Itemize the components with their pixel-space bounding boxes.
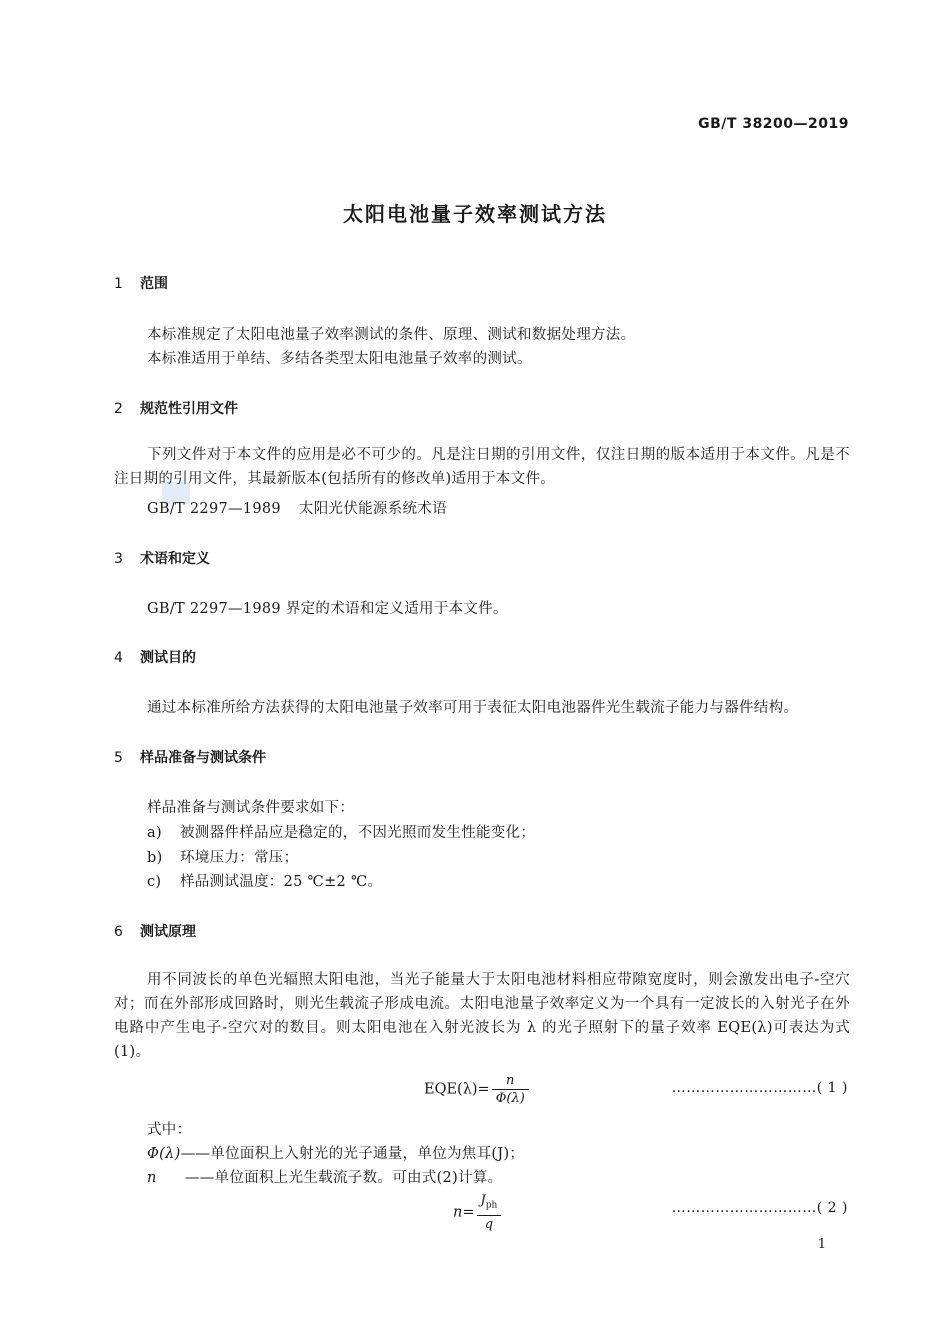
leader-dots: ………………………… xyxy=(671,1200,817,1216)
section-title: 规范性引用文件 xyxy=(140,401,238,417)
list-item xyxy=(147,870,382,891)
equation-label: ( 1 ) xyxy=(816,1080,848,1096)
section-number: 5 xyxy=(114,750,123,766)
section-6-paragraph-1: 用不同波长的单色光辐照太阳电池，当光子能量大于太阳电池材料相应带隙宽度时，则会激发出电子-空穴对；而在外部形成回路时，则光生载流子形成电流。太阳电池量子效率定义为一个具有一定波长的入射光子在外电路中产生电子-空穴对的数目。则太阳电池在入射光波长为 λ 的光子照射下的量子效率 EQE(λ)可表达为式(1)。 xyxy=(114,972,850,1060)
symbol: Φ(λ) xyxy=(147,1146,181,1162)
equation-lhs: n= xyxy=(453,1204,475,1221)
fraction-numerator xyxy=(477,1192,502,1216)
list-text: 样品测试温度：25 ℃±2 ℃。 xyxy=(180,874,383,890)
where-label: 式中： xyxy=(147,1122,192,1138)
section-number: 4 xyxy=(114,650,123,666)
equation-fraction xyxy=(477,1192,502,1233)
section-title: 术语和定义 xyxy=(140,551,210,567)
leader-dots: ………………………… xyxy=(671,1080,817,1096)
reference-code: GB/T 2297—1989 xyxy=(147,501,281,517)
symbol-definition xyxy=(147,1142,524,1163)
section-2-paragraph-1: 下列文件对于本文件的应用是必不可少的。凡是注日期的引用文件，仅注日期的版本适用于本文件。凡是不注日期的引用文件，其最新版本(包括所有的修改单)适用于本文件。 xyxy=(114,447,850,487)
section-5-heading xyxy=(114,747,266,767)
symbol-text: ——单位面积上入射光的光子通量，单位为焦耳(J)； xyxy=(180,1146,525,1162)
numerator-symbol: J xyxy=(480,1193,486,1208)
section-6-heading xyxy=(114,921,196,941)
list-marker: b) xyxy=(147,850,163,866)
section-3-heading xyxy=(114,548,210,568)
section-title: 样品准备与测试条件 xyxy=(140,750,266,766)
fraction-numerator: n xyxy=(492,1072,529,1090)
symbol-definition xyxy=(147,1166,502,1187)
reference-title: 太阳光伏能源系统术语 xyxy=(298,501,447,517)
list-item xyxy=(147,846,298,867)
section-2-heading xyxy=(114,398,238,418)
section-title: 范围 xyxy=(140,276,168,292)
section-5-intro: 样品准备与测试条件要求如下： xyxy=(147,800,355,816)
equation-2-number xyxy=(672,1200,848,1216)
list-item xyxy=(147,821,535,842)
section-title: 测试原理 xyxy=(140,924,196,940)
section-number: 3 xyxy=(114,551,123,567)
section-1-paragraph-2: 本标准适用于单结、多结各类型太阳电池量子效率的测试。 xyxy=(147,351,532,367)
section-4-paragraph-1: 通过本标准所给方法获得的太阳电池量子效率可用于表征太阳电池器件光生载流子能力与器件结构。 xyxy=(147,700,799,716)
fraction-denominator: q xyxy=(484,1216,494,1232)
page-title: 太阳电池量子效率测试方法 xyxy=(343,202,607,226)
list-text: 环境压力：常压； xyxy=(180,850,299,866)
list-marker: a) xyxy=(147,825,162,841)
list-text: 被测器件样品应是稳定的，不因光照而发生性能变化； xyxy=(180,825,536,841)
section-number: 2 xyxy=(114,401,123,417)
standard-number: GB/T 38200—2019 xyxy=(698,116,849,132)
equation-label: ( 2 ) xyxy=(816,1200,848,1216)
equation-1 xyxy=(424,1072,529,1107)
section-title: 测试目的 xyxy=(140,650,196,666)
section-4-heading xyxy=(114,647,196,667)
page-number: 1 xyxy=(817,1237,826,1252)
section-1-paragraph-1: 本标准规定了太阳电池量子效率测试的条件、原理、测试和数据处理方法。 xyxy=(147,327,636,343)
equation-2 xyxy=(453,1192,501,1233)
list-marker: c) xyxy=(147,874,162,890)
fraction-denominator: Φ(λ) xyxy=(495,1091,525,1106)
section-number: 1 xyxy=(114,276,123,292)
equation-fraction xyxy=(492,1072,529,1107)
section-3-paragraph-1: GB/T 2297—1989 界定的术语和定义适用于本文件。 xyxy=(147,601,508,617)
equation-lhs: EQE(λ)= xyxy=(424,1081,490,1098)
equation-1-number xyxy=(672,1080,848,1096)
section-number: 6 xyxy=(114,924,123,940)
symbol-text: ——单位面积上光生载流子数。可由式(2)计算。 xyxy=(185,1170,503,1186)
symbol: n xyxy=(147,1170,157,1186)
normative-reference xyxy=(147,497,447,518)
numerator-subscript: ph xyxy=(485,1200,498,1211)
section-1-heading xyxy=(114,273,168,293)
